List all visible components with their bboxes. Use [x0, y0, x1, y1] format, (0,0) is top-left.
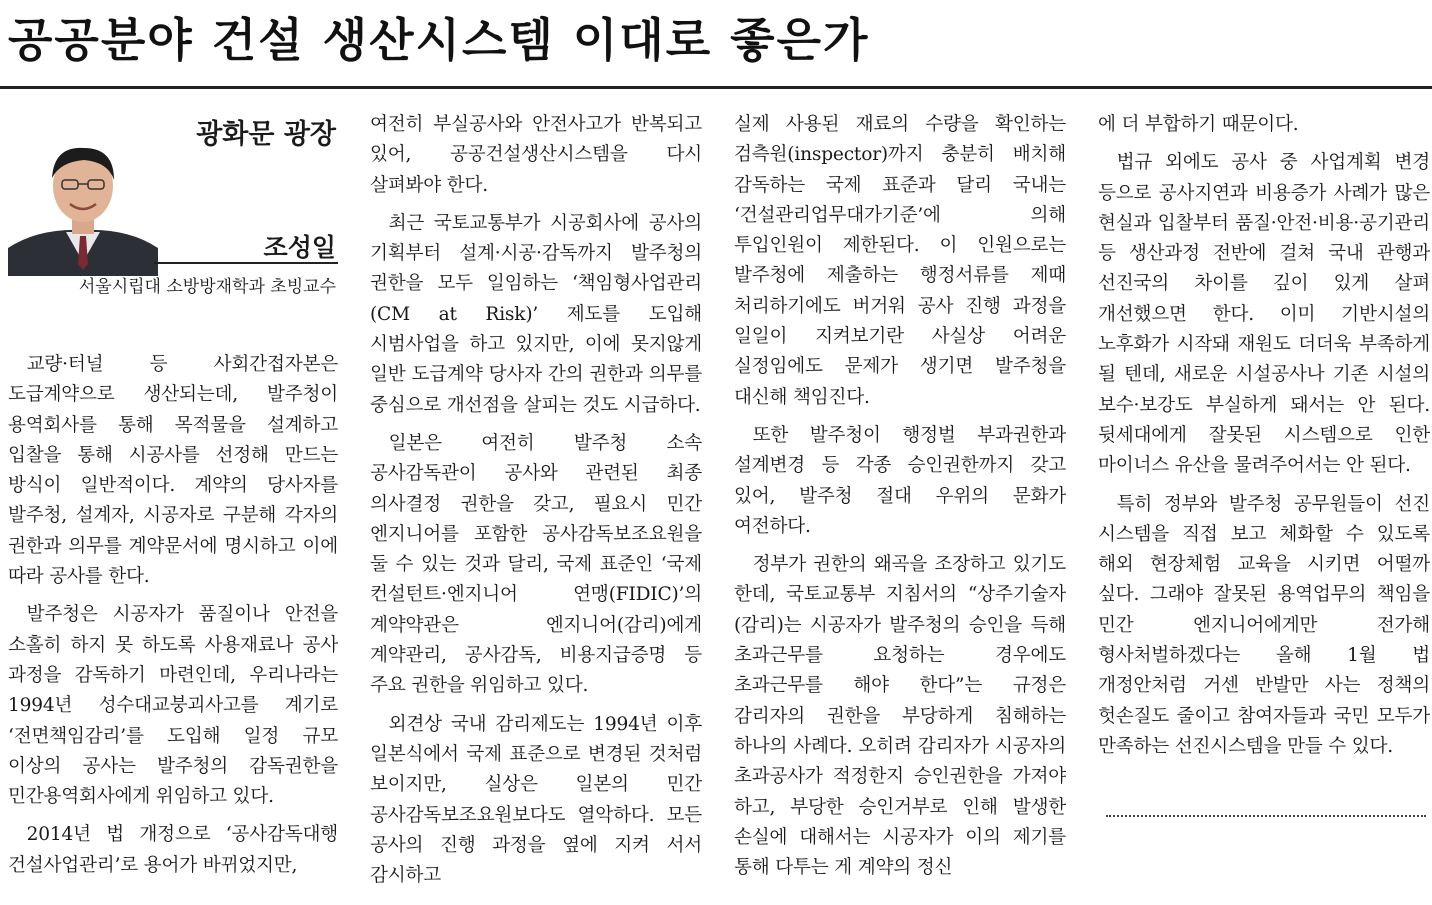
author-photo — [8, 136, 158, 276]
column-2 — [370, 110, 702, 891]
headline: 공공분야 건설 생산시스템 이대로 좋은가 — [8, 13, 870, 67]
paragraph: 외견상 국내 감리제도는 1994년 이후 일본식에서 국제 표준으로 변경된 것처럼 보이지만, 실상은 일본의 민간 공사감독보조요원보다도 열악하다. 모든 공사의 진행 과정을 옆에 지켜 서서 감시하고 — [370, 713, 702, 887]
byline — [8, 110, 338, 350]
paragraph: 발주청은 시공자가 품질이나 안전을 소홀히 하지 못 하도록 사용재료나 공사 과정을 감독하기 마련인데, 우리나라는 1994년 성수대교붕괴사고를 계기로 ‘전면책임감리’를 도입해 일정 규모 이상의 공사는 발주청의 감독권한을 민간용역회사에게 위임하고 있다. — [8, 604, 338, 808]
paragraph: 일본은 여전히 발주청 소속 공사감독관이 공사와 관련된 최종 의사결정 권한을 갖고, 필요시 민간 엔지니어를 포함한 공사감독보조요원을 둘 수 있는 것과 달리, 국제 표준인 ‘국제 컨설턴트·엔지니어 연맹(FIDIC)’의 계약약관은 엔지니어(감리)에게 계약관리, 공사감독, 비용지급증명 등 주요 권한을 위임하고 있다. — [370, 432, 702, 697]
author-underline — [154, 262, 338, 264]
paragraph: 실제 사용된 재료의 수량을 확인하는 검측원(inspector)까지 충분히 배치해 감독하는 국제 표준과 달리 국내는 ‘건설관리업무대가기준’에 의해 투입인원이 제한된다. 이 인원으로는 발주청에 제출하는 행정서류를 제때 처리하기에도 버거워 공사 진행 과정을 일일이 지켜보기란 사실상 어려운 실정임에도 문제가 생기면 발주청을 대신해 책임진다. — [734, 114, 1066, 408]
paragraph: 최근 국토교통부가 시공회사에 공사의 기획부터 설계·시공·감독까지 발주청의 권한을 모두 일임하는 ‘책임형사업관리(CM at Risk)’ 제도를 도입해 시범사업을 하고 있지만, 이에 못지않게 일반 도급계약 당사자 간의 권한과 의무를 중심으로 개선점을 살피는 것도 시급하다. — [370, 212, 702, 416]
paragraph: 여전히 부실공사와 안전사고가 반복되고 있어, 공공건설생산시스템을 다시 살펴봐야 한다. — [370, 114, 702, 196]
author-affiliation: 서울시립대 소방방재학과 초빙교수 — [78, 277, 336, 297]
paragraph: 2014년 법 개정으로 ‘공사감독대행 건설사업관리’로 용어가 바뀌었지만, — [8, 824, 338, 876]
column-4 — [1098, 110, 1430, 762]
author-name: 조성일 — [263, 233, 336, 262]
paragraph: 법규 외에도 공사 중 사업계획 변경 등으로 공사지연과 비용증가 사례가 많은 현실과 입찰부터 품질·안전·비용·공기관리 등 생산과정 전반에 걸쳐 국내 관행과 선진국의 차이를 깊이 있게 살펴 개선했으면 한다. 이미 기반시설의 노후화가 시작돼 재원도 더더욱 부족하게 될 텐데, 새로운 시설공사나 기존 시설의 보수·보강도 부실하게 돼서는 안 된다. 뒷세대에게 잘못된 시스템으로 인한 마이너스 유산을 물려주어서는 안 된다. — [1098, 152, 1430, 477]
headline-rule — [0, 86, 1432, 89]
paragraph: 정부가 권한의 왜곡을 조장하고 있기도 한데, 국토교통부 지침서의 “상주기술자(감리)는 시공자가 발주청의 승인을 득해 초과근무를 요청하는 경우에도 초과근무를 해야 한다”는 규정은 감리자의 권한을 부당하게 침해하는 하나의 사례다. 오히려 감리자가 시공자의 초과공사가 적정한지 승인권한을 가져야 하고, 부당한 승인거부로 인해 발생한 손실에 대해서는 시공자가 이의 제기를 통해 다투는 게 계약의 정신 — [734, 554, 1066, 879]
section-title: 광화문 광장 — [196, 119, 336, 150]
paragraph: 또한 발주청이 행정벌 부과권한과 설계변경 등 각종 승인권한까지 갖고 있어, 발주청 절대 우위의 문화가 여전하다. — [734, 424, 1066, 537]
column-1 — [8, 110, 338, 881]
paragraph: 에 더 부합하기 때문이다. — [1098, 114, 1299, 135]
column-3 — [734, 110, 1066, 883]
end-of-article-rule — [1106, 815, 1426, 817]
paragraph: 특히 정부와 발주청 공무원들이 선진 시스템을 직접 보고 체화할 수 있도록 해외 현장체험 교육을 시키면 어떨까 싶다. 그래야 잘못된 용역업무의 책임을 민간 엔지니어에게만 전가해 형사처벌하겠다는 올해 1월 법 개정안처럼 거센 반발만 사는 정책의 헛손질도 줄이고 참여자들과 국민 모두가 만족하는 선진시스템을 만들 수 있다. — [1098, 493, 1430, 757]
paragraph: 교량·터널 등 사회간접자본은 도급계약으로 생산되는데, 발주청이 용역회사를 통해 목적물을 설계하고 입찰을 통해 시공사를 선정해 만드는 방식이 일반적이다. 계약의 당사자를 발주청, 설계자, 시공자로 구분해 각자의 권한과 의무를 계약문서에 명시하고 이에 따라 공사를 한다. — [8, 354, 338, 588]
